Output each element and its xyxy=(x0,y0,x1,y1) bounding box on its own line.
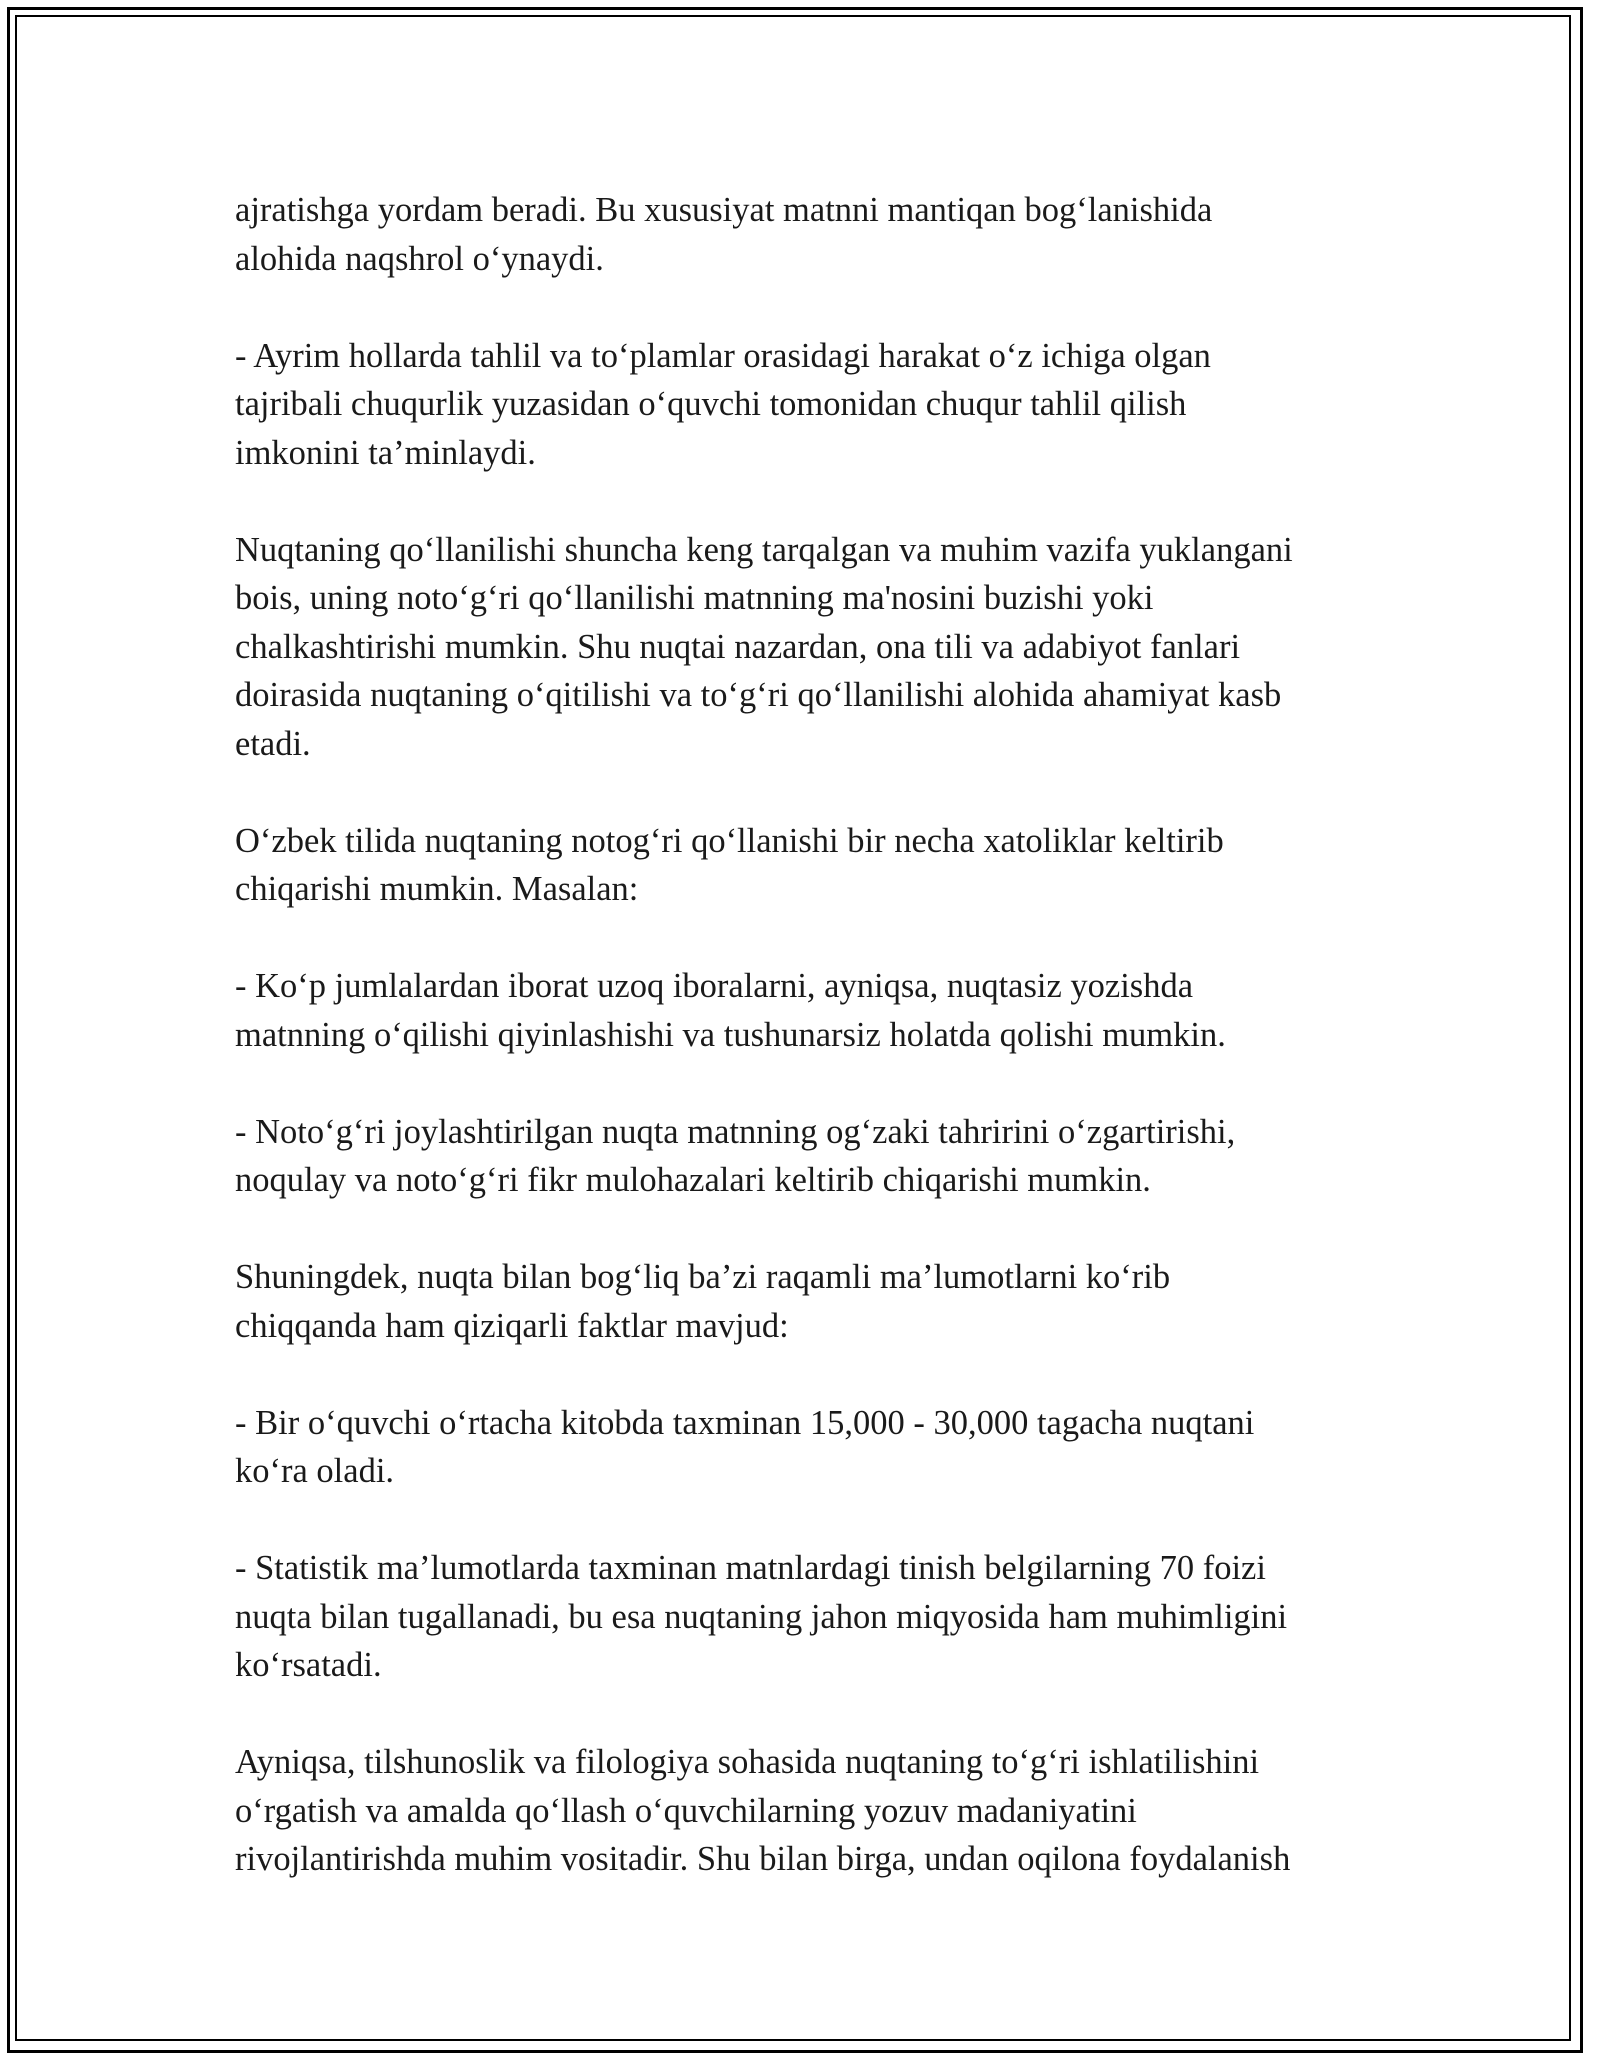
text-line: chiqqanda ham qiziqarli faktlar mavjud: xyxy=(235,1306,789,1345)
text-line: Shuningdek, nuqta bilan bog‘liq ba’zi raqamli ma’lumotlarni ko‘rib xyxy=(235,1258,1171,1296)
text-line: ajratishga yordam beradi. Bu xususiyat matnni mantiqan bog‘lanishida xyxy=(235,191,1213,229)
text-line: - Ayrim hollarda tahlil va to‘plamlar orasidagi harakat o‘z ichiga olgan xyxy=(235,336,1211,375)
text-line: O‘zbek tilida nuqtaning notog‘ri qo‘llanishi bir necha xatoliklar keltirib xyxy=(235,821,1224,860)
text-line: etadi. xyxy=(235,724,311,763)
text-line: - Bir o‘quvchi o‘rtacha kitobda taxminan 15,000 - 30,000 tagacha nuqtani xyxy=(235,1403,1255,1442)
text-line: Ayniqsa, tilshunoslik va filologiya sohasida nuqtaning to‘g‘ri ishlatilishini xyxy=(235,1743,1260,1781)
text-line: bois, uning noto‘g‘ri qo‘llanilishi matnning ma'nosini buzishi yoki xyxy=(235,579,1154,617)
text-line: - Statistik ma’lumotlarda taxminan matnlardagi tinish belgilarning 70 foizi xyxy=(235,1549,1266,1587)
text-line: nuqta bilan tugallanadi, bu esa nuqtaning jahon miqyosida ham muhimligini xyxy=(235,1597,1288,1636)
text-line: chalkashtirishi mumkin. Shu nuqtai nazardan, ona tili va adabiyot fanlari xyxy=(235,627,1241,666)
document-body xyxy=(235,186,1365,1932)
paragraph xyxy=(235,186,1365,283)
text-line: imkonini ta’minlaydi. xyxy=(235,433,536,472)
text-line: noqulay va noto‘g‘ri fikr mulohazalari keltirib chiqarishi mumkin. xyxy=(235,1161,1151,1199)
text-line: chiqarishi mumkin. Masalan: xyxy=(235,870,639,908)
text-line: doirasida nuqtaning o‘qitilishi va to‘g‘ri qo‘llanilishi alohida ahamiyat kasb xyxy=(235,676,1282,714)
paragraph xyxy=(235,1108,1365,1205)
paragraph xyxy=(235,817,1365,914)
paragraph xyxy=(235,1544,1365,1690)
text-line: tajribali chuqurlik yuzasidan o‘quvchi tomonidan chuqur tahlil qilish xyxy=(235,385,1187,423)
text-line: Nuqtaning qo‘llanilishi shuncha keng tarqalgan va muhim vazifa yuklangani xyxy=(235,530,1293,569)
text-line: alohida naqshrol o‘ynaydi. xyxy=(235,239,604,278)
text-line: - Ko‘p jumlalardan iborat uzoq iboralarni, ayniqsa, nuqtasiz yozishda xyxy=(235,967,1194,1005)
text-line: matnning o‘qilishi qiyinlashishi va tushunarsiz holatda qolishi mumkin. xyxy=(235,1015,1226,1054)
paragraph xyxy=(235,1253,1365,1350)
text-line: ko‘ra oladi. xyxy=(235,1452,395,1490)
paragraph xyxy=(235,962,1365,1059)
text-line: - Noto‘g‘ri joylashtirilgan nuqta matnning og‘zaki tahririni o‘zgartirishi, xyxy=(235,1112,1236,1151)
paragraph xyxy=(235,1399,1365,1496)
text-line: ko‘rsatadi. xyxy=(235,1646,382,1684)
paragraph xyxy=(235,1738,1365,1884)
paragraph xyxy=(235,332,1365,478)
text-line: rivojlantirishda muhim vositadir. Shu bilan birga, undan oqilona foydalanish xyxy=(235,1840,1291,1878)
paragraph xyxy=(235,526,1365,769)
text-line: o‘rgatish va amalda qo‘llash o‘quvchilarning yozuv madaniyatini xyxy=(235,1791,1137,1830)
